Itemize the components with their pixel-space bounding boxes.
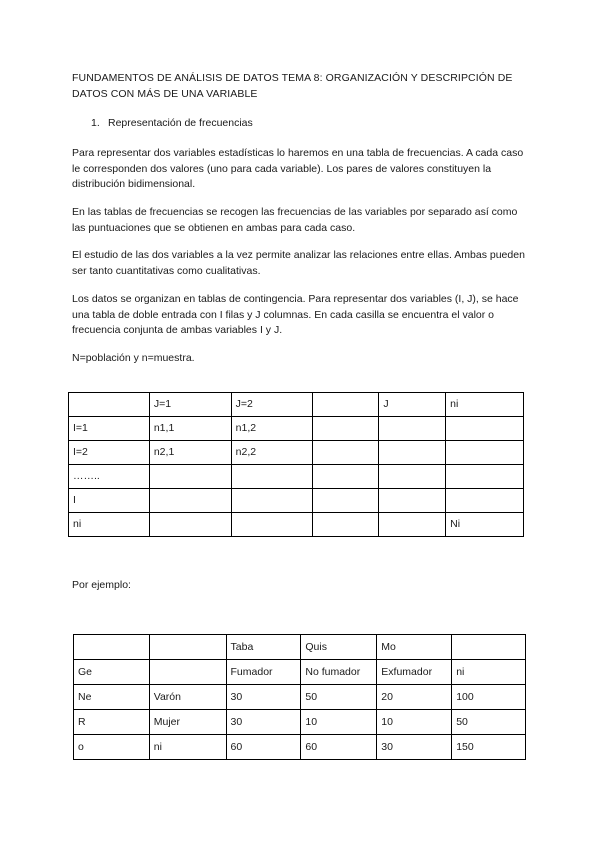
table-cell: [231, 489, 312, 513]
table-cell: [312, 513, 379, 537]
table-cell: n2,1: [149, 441, 231, 465]
table-cell: Mujer: [149, 710, 226, 735]
table-row: [69, 465, 524, 489]
table-cell: ni: [149, 735, 226, 760]
table-cell: J: [379, 393, 446, 417]
table-cell: [149, 465, 231, 489]
document-title: FUNDAMENTOS DE ANÁLISIS DE DATOS TEMA 8: ORGANIZACIÓN Y DESCRIPCIÓN DE DATOS CON MÁS DE UNA VARIABLE: [72, 72, 513, 100]
table-cell: 50: [301, 685, 377, 710]
table-cell: [149, 660, 226, 685]
table-cell: 20: [377, 685, 452, 710]
table-row: [74, 660, 526, 685]
table-cell: n1,1: [149, 417, 231, 441]
table-cell: [231, 465, 312, 489]
table-cell: 30: [226, 710, 301, 735]
table-cell: [231, 513, 312, 537]
table-cell: [452, 635, 526, 660]
table-cell: [379, 513, 446, 537]
table-cell: Exfumador: [377, 660, 452, 685]
table-cell: [69, 393, 150, 417]
table-cell: o: [74, 735, 150, 760]
table-cell: J=1: [149, 393, 231, 417]
table2-body: [74, 635, 526, 760]
table-cell: 60: [226, 735, 301, 760]
table-cell: [149, 489, 231, 513]
paragraph-contingency: Los datos se organizan en tablas de contingencia. Para representar dos variables (I, J), se hace una tabla de doble entrada con I filas y J columnas. En cada casilla se encuentra el valor o frecuencia conjunta de ambas variables I y J.: [72, 293, 519, 336]
section-label: Representación de frecuencias: [108, 117, 253, 129]
paragraph-bidimensional: Para representar dos variables estadísticas lo haremos en una tabla de frecuencias. A cada caso le corresponden dos valores (uno para cada variable). Los pares de valores constituyen la distribución bidimensional.: [72, 147, 524, 190]
table-cell: [446, 441, 524, 465]
table-cell: Ne: [74, 685, 150, 710]
table-row: [69, 513, 524, 537]
table-cell: J=2: [231, 393, 312, 417]
table-cell: Ni: [446, 513, 524, 537]
table-cell: 30: [226, 685, 301, 710]
table-cell: [74, 635, 150, 660]
section-number: 1.: [91, 117, 100, 129]
table-row: [69, 417, 524, 441]
table-cell: 10: [301, 710, 377, 735]
table-row: [69, 489, 524, 513]
table-cell: Varón: [149, 685, 226, 710]
paragraph-variable-study: El estudio de las dos variables a la vez permite analizar las relaciones entre ellas. Ambas pueden ser tanto cuantitativas como cualitativas.: [72, 249, 525, 277]
table-cell: ni: [452, 660, 526, 685]
table-cell: Taba: [226, 635, 301, 660]
table-cell: 50: [452, 710, 526, 735]
table-cell: [446, 417, 524, 441]
contingency-table-generic: [68, 392, 524, 537]
table-cell: [446, 489, 524, 513]
table-cell: [446, 465, 524, 489]
table-cell: [312, 489, 379, 513]
table-row: [74, 685, 526, 710]
table-cell: 30: [377, 735, 452, 760]
paragraph-frequency-tables: En las tablas de frecuencias se recogen las frecuencias de las variables por separado así como las puntuaciones que se obtienen en ambas para cada caso.: [72, 206, 518, 234]
table-cell: n1,2: [231, 417, 312, 441]
table-cell: No fumador: [301, 660, 377, 685]
table-cell: [149, 513, 231, 537]
table-cell: [312, 441, 379, 465]
table-cell: [149, 635, 226, 660]
table-cell: [379, 489, 446, 513]
table-cell: Quis: [301, 635, 377, 660]
table-row: [74, 635, 526, 660]
table-row: [69, 393, 524, 417]
table-cell: 100: [452, 685, 526, 710]
table-cell: [312, 393, 379, 417]
paragraph-population: N=población y n=muestra.: [72, 352, 195, 364]
table-cell: ni: [446, 393, 524, 417]
table-cell: I=1: [69, 417, 150, 441]
table-cell: R: [74, 710, 150, 735]
table-cell: n2,2: [231, 441, 312, 465]
table-cell: [379, 417, 446, 441]
table-cell: ni: [69, 513, 150, 537]
table-row: [74, 710, 526, 735]
table-cell: Fumador: [226, 660, 301, 685]
table-cell: Mo: [377, 635, 452, 660]
table-cell: Ge: [74, 660, 150, 685]
table-row: [69, 441, 524, 465]
table-cell: I=2: [69, 441, 150, 465]
example-label: Por ejemplo:: [72, 579, 131, 591]
table-cell: ……..: [69, 465, 150, 489]
table-row: [74, 735, 526, 760]
table-cell: [379, 465, 446, 489]
table-cell: I: [69, 489, 150, 513]
table-cell: [379, 441, 446, 465]
table-cell: 150: [452, 735, 526, 760]
table-cell: 10: [377, 710, 452, 735]
contingency-table-example: [73, 634, 526, 760]
table-cell: [312, 417, 379, 441]
table-cell: [312, 465, 379, 489]
section-heading: [91, 116, 253, 131]
table-cell: 60: [301, 735, 377, 760]
table1-body: [69, 393, 524, 537]
